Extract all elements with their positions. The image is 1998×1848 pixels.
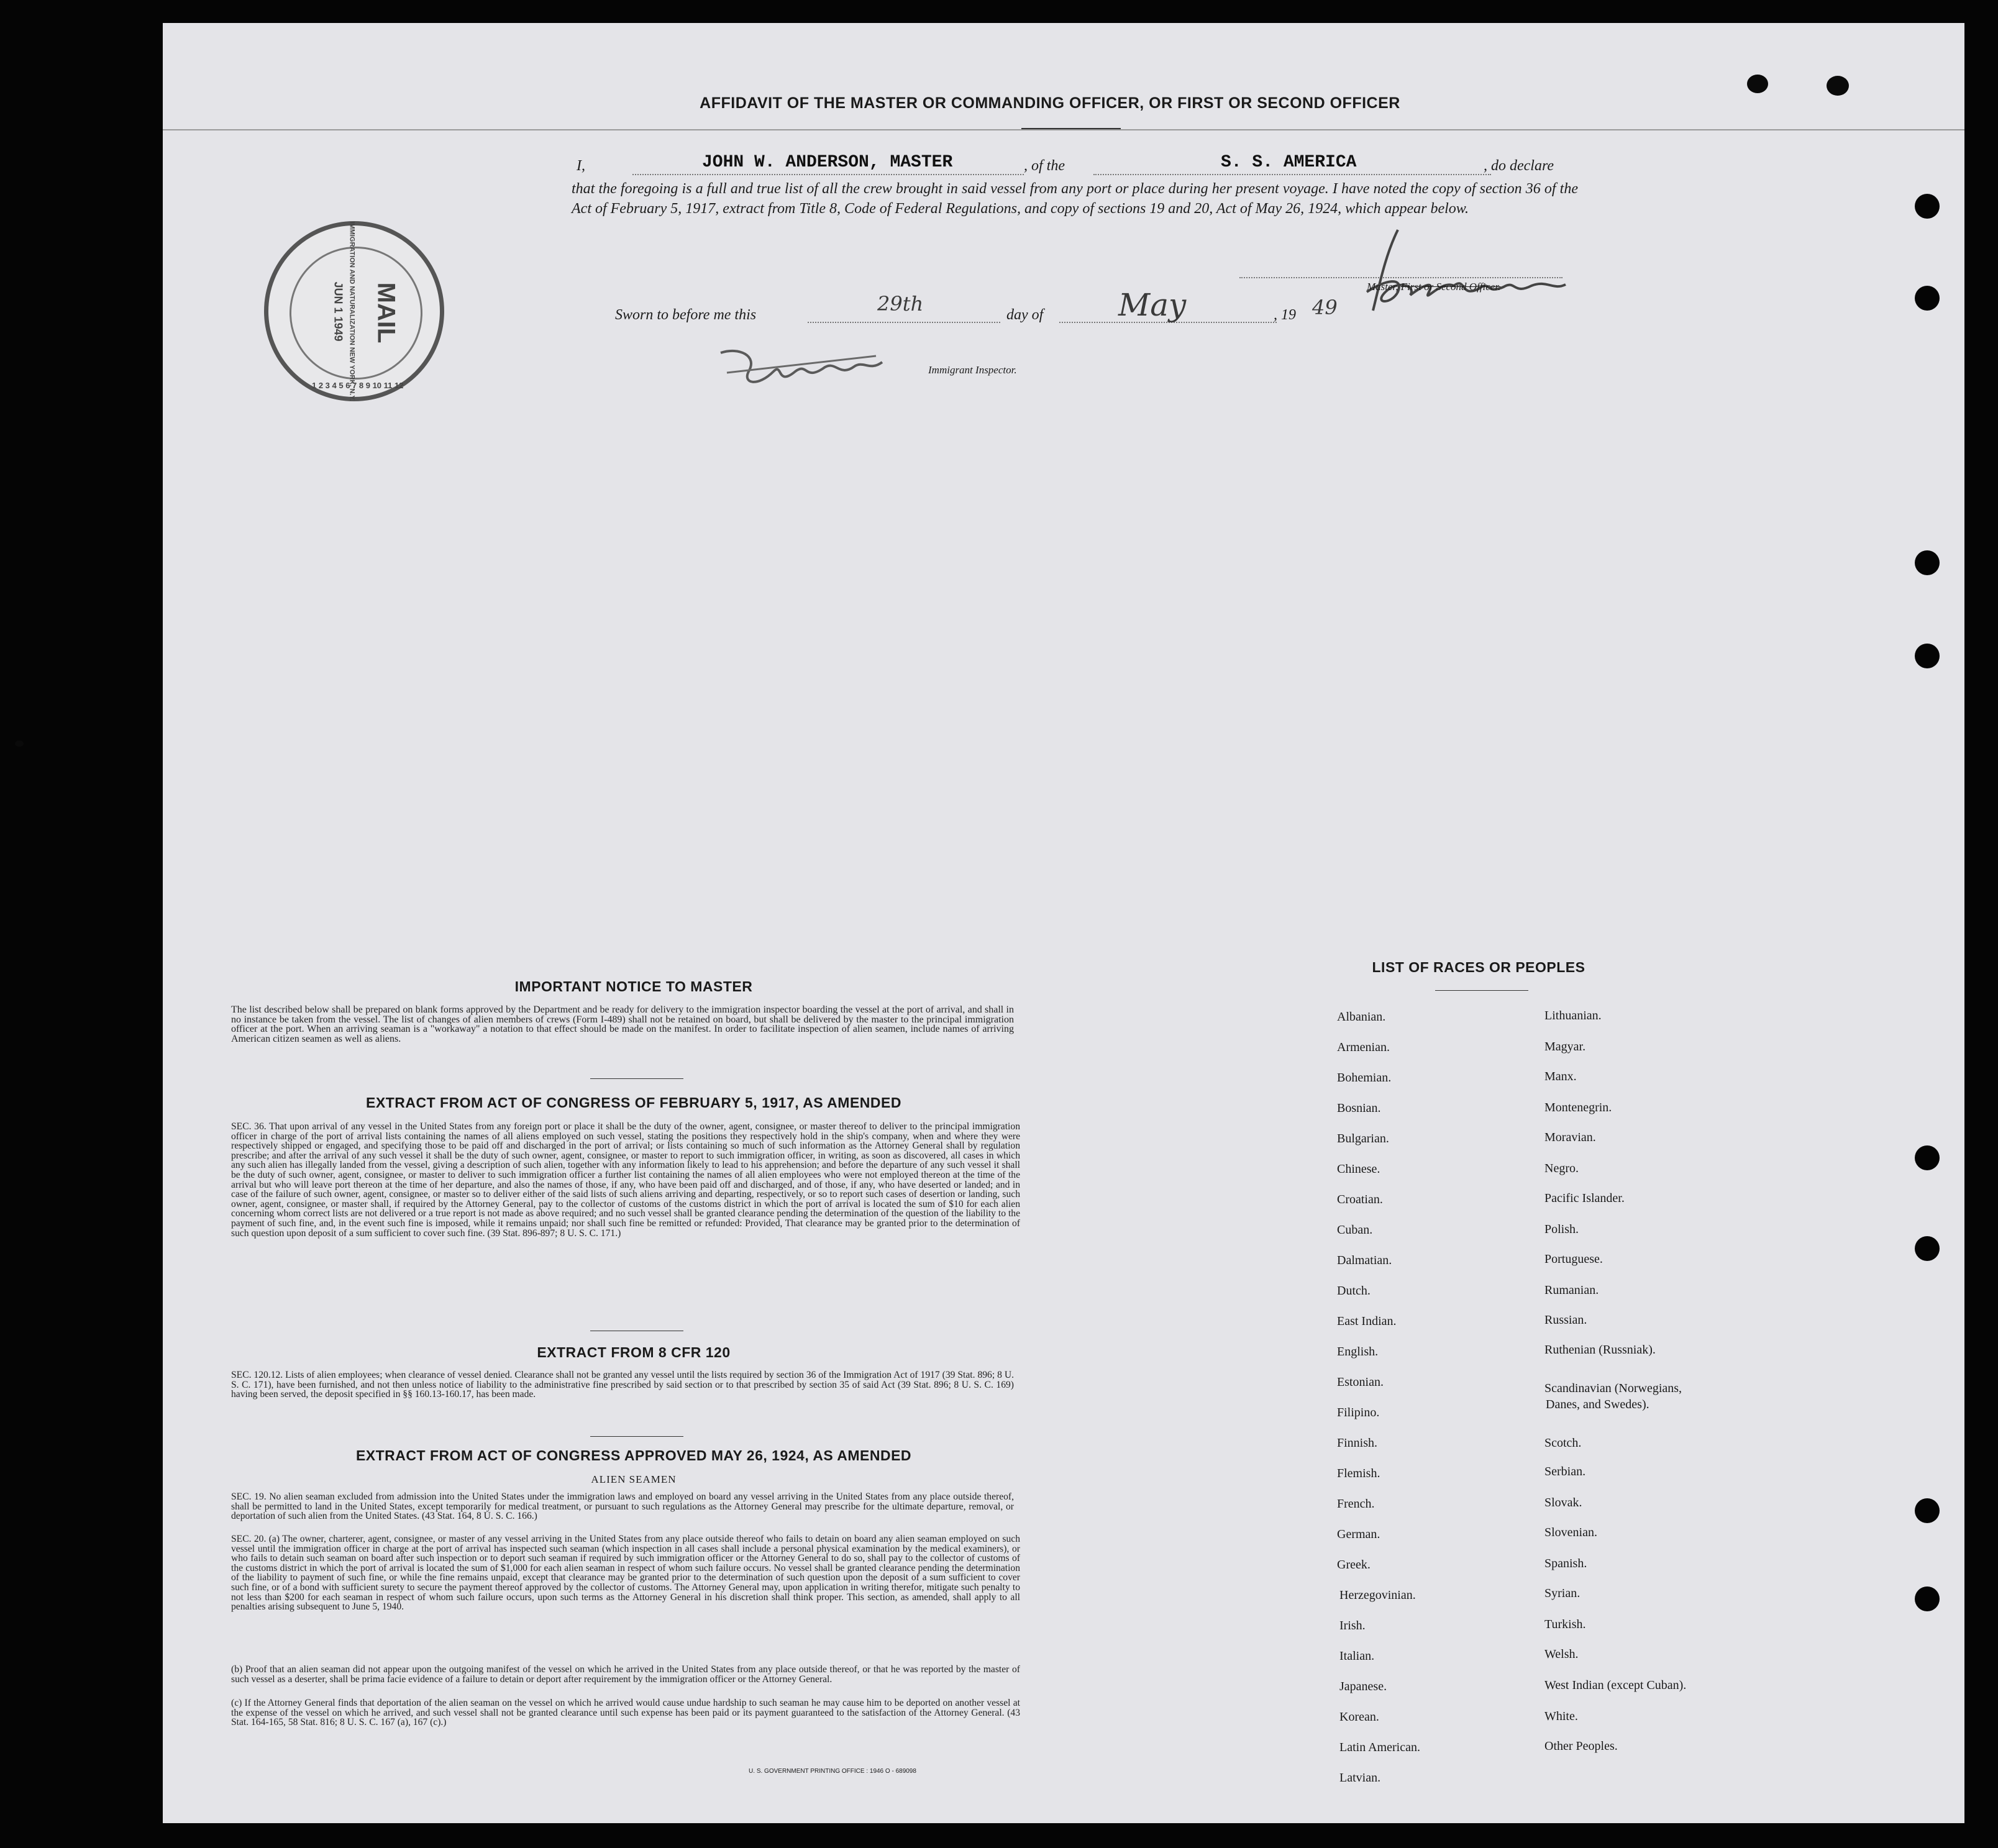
title-underline [1021, 128, 1121, 129]
race-item: Latin American. [1339, 1741, 1420, 1754]
scan-edge-line [163, 129, 1964, 130]
race-item: Armenian. [1337, 1040, 1390, 1054]
extract1917-title: EXTRACT FROM ACT OF CONGRESS OF FEBRUARY 5, 1917, AS AMENDED [366, 1095, 901, 1111]
printing-office-imprint: U. S. GOVERNMENT PRINTING OFFICE : 1946 O - 689098 [749, 1768, 916, 1775]
race-item: Dalmatian. [1337, 1254, 1392, 1267]
race-item: Other Peoples. [1544, 1739, 1618, 1753]
extract-cfr-rule [590, 1436, 683, 1437]
race-item: Dutch. [1337, 1284, 1371, 1298]
race-item: Croatian. [1337, 1193, 1383, 1206]
immigration-seal-stamp [264, 221, 444, 401]
sec20a-body: SEC. 20. (a) The owner, charterer, agent, consignee, or master of any vessel arriving in the United States from any place outside thereof who fails to detain on board any alien seaman employed on such vessel until the immigration officer in charge at the port of arrival has inspected such seaman (which inspection in all cases shall include a personal physical examination by the medical examiners), or who fails to detain such seaman on board after such inspection or to deport such seaman if required by such immigration officer or the Attorney General to do so, shall pay to the collector of customs of the customs district in which the port of arrival is located the sum of $1,000 for each alien seaman in respect of whom such failure occurs. No vessel shall be granted clearance pending the determination of the liability to payment of such fine, or while the fine remains unpaid, except that clearance may be granted prior to the determination of such question upon the deposit of a sum sufficient to cover such fine, or of a bond with sufficient surety to secure the payment thereof approved by the collector of customs. The Attorney General may, upon application in writing therefor, mitigate such penalty to not less than $200 for each seaman in respect of whom such failure occurs, upon such terms as the Attorney General in his discretion shall think proper. This section, as amended, shall apply to all penalties arising subsequent to June 5, 1940. [231, 1534, 1020, 1613]
punch-hole [1915, 1498, 1940, 1523]
race-item: Magyar. [1544, 1040, 1586, 1054]
punch-hole [1915, 644, 1940, 668]
race-item: East Indian. [1337, 1314, 1397, 1328]
seal-numbers: 1 2 3 4 5 6 7 8 9 10 11 12 [312, 381, 404, 390]
affidavit-body: that the foregoing is a full and true list of all the crew brought in said vessel from any port or place during her present voyage. I have noted the copy of section 36 of the Act of February 5, 1917, extract from Title 8, Code of Federal Regulations, and copy of sections 19 and 20, Act of May 26, 1924, which appear below. [572, 181, 1578, 217]
ink-blot [15, 740, 24, 747]
race-item: Filipino. [1337, 1406, 1380, 1419]
race-item: German. [1337, 1527, 1380, 1541]
race-item: Danes, and Swedes). [1546, 1398, 1649, 1411]
seal-mail: MAIL [372, 282, 400, 344]
sec20c-body: (c) If the Attorney General finds that deportation of the alien seaman on the vessel on which he arrived would cause undue hardship to such seaman he may cause him to be deported on another vessel at the expense of the vessel on which he arrived, and such vessel shall not be granted clearance until such expense has been paid or its payment guaranteed to the satisfaction of the Attorney General. (43 Stat. 164-165, 58 Stat. 816; 8 U. S. C. 167 (a), 167 (c).) [231, 1698, 1020, 1728]
race-item: Welsh. [1544, 1647, 1579, 1661]
vessel-name: S. S. AMERICA [1221, 153, 1357, 172]
day-line [808, 322, 1000, 323]
race-item: Spanish. [1544, 1557, 1587, 1570]
race-item: Pacific Islander. [1544, 1191, 1625, 1205]
extract-cfr-body: SEC. 120.12. Lists of alien employees; when clearance of vessel denied. Clearance shall not be granted any vessel until the lists required by section 36 of the Immigration Act of 1917 (39 Stat. 896; 8 U. S. C. 171), have been furnished, and not then unless notice of liability to the administrative fine prescribed by said section or to that prescribed by section 35 of said Act (39 Stat. 896; 8 U. S. C. 169) having been served, the deposit specified in §§ 160.13-160.17, has been made. [231, 1370, 1014, 1400]
ink-blot [1747, 75, 1768, 93]
race-item: Irish. [1339, 1619, 1366, 1632]
race-item: English. [1337, 1345, 1379, 1359]
race-item: Flemish. [1337, 1467, 1380, 1480]
race-item: Albanian. [1337, 1010, 1386, 1024]
race-item: White. [1544, 1709, 1578, 1723]
role-struck: First or Second Officer. [1400, 281, 1501, 293]
race-item: Finnish. [1337, 1436, 1378, 1450]
race-item: Italian. [1339, 1649, 1375, 1663]
race-item: Portuguese. [1544, 1252, 1603, 1266]
race-item: Korean. [1339, 1710, 1379, 1724]
race-item: Polish. [1544, 1222, 1579, 1236]
race-item: Russian. [1544, 1313, 1587, 1327]
race-item: Moravian. [1544, 1131, 1596, 1144]
sworn-day: 29th [877, 292, 924, 316]
races-rule [1435, 990, 1528, 991]
race-item: Bohemian. [1337, 1071, 1392, 1085]
race-item: West Indian (except Cuban). [1544, 1678, 1687, 1692]
extract1917-body: SEC. 36. That upon arrival of any vessel in the United States from any foreign port or place it shall be the duty of the owner, agent, consignee, or master thereof to deliver to the principal immigration officer in charge of the port of arrival lists containing the names of all aliens employed on such vessel, stating the positions they respectively hold in the ship's company, when and where they were respectively shipped or engaged, and specifying those to be paid off and discharged in the port of arrival; or lists containing so much of such information as the Attorney General shall by regulation prescribe; and after the arrival of any such vessel it shall be the duty of such owner, agent, consignee, or master to report to such immigration officer, in writing, as soon as discovered, all cases in which any such alien has illegally landed from the vessel, giving a description of such alien, together with any information likely to lead to his apprehension; and before the departure of any such vessel it shall be the duty of such owner, agent, consignee, or master to deliver to such immigration officer a further list containing the names of all alien employees who were not employed thereon at the time of the arrival but who will leave port thereon at the time of her departure, and also the names of those, if any, who have been paid off and discharged, and of those, if any, who have deserted or landed; and in case of the failure of such owner, agent, consignee, or master so to deliver either of the said lists of such aliens arriving and departing, respectively, or so to report such cases of desertion or landing, such owner, agent, consignee, or master shall, if required by the Attorney General, pay to the collector of customs of the customs district in which the port of arrival is located the sum of $10 for each alien concerning whom correct lists are not delivered or a true report is not made as above required; and no such vessel shall be granted clearance pending the determination of the question of the liability to the payment of such fine, and, in the event such fine is imposed, while it remains unpaid; nor shall such fine be remitted or refunded: Provided, That clearance may be granted prior to the determination of such question upon deposit of a sum sufficient to cover such fine. (39 Stat. 896-897; 8 U. S. C. 171.) [231, 1121, 1020, 1239]
sec20b-body: (b) Proof that an alien seaman did not appear upon the outgoing manifest of the vessel on which he arrived in the United States from any place outside thereof, or that he was reported by the master of such vessel as a deserter, shall be prima facie evidence of a failure to detain or deport after requirement by the immigration officer or the Attorney General. [231, 1664, 1020, 1685]
extract1924-title: EXTRACT FROM ACT OF CONGRESS APPROVED MAY 26, 1924, AS AMENDED [355, 1447, 912, 1463]
sworn-month: May [1118, 287, 1187, 323]
seal-date: JUN 1 1949 [332, 281, 345, 342]
sec19-body: SEC. 19. No alien seaman excluded from admission into the United States under the immigration laws and employed on board any vessel arriving in the United States from any place outside thereof, shall be permitted to land in the United States, except temporarily for medical treatment, or pursuant to such regulations as the Attorney General may prescribe for the ultimate departure, removal, or deportation of such alien from the United States. (43 Stat. 164, 8 U. S. C. 166.) [231, 1491, 1014, 1522]
punch-hole [1915, 1145, 1940, 1170]
master-name-line [632, 174, 1024, 175]
race-item: Manx. [1544, 1070, 1577, 1083]
punch-hole [1915, 194, 1940, 219]
do-declare-label: , do declare [1484, 158, 1554, 174]
master-signature [1361, 217, 1609, 329]
notice-title: IMPORTANT NOTICE TO MASTER [514, 978, 753, 995]
race-item: Slovenian. [1544, 1526, 1597, 1539]
race-item: Scandinavian (Norwegians, [1544, 1381, 1682, 1395]
race-item: Japanese. [1339, 1680, 1387, 1693]
affidavit-title: AFFIDAVIT OF THE MASTER OR COMMANDING OFFICER, OR FIRST OR SECOND OFFICER [700, 94, 1400, 112]
sworn-year: 49 [1312, 296, 1338, 319]
seal-inner-ring [290, 247, 422, 380]
of-the-label: , of the [1024, 158, 1065, 174]
races-title: LIST OF RACES OR PEOPLES [1372, 959, 1585, 975]
race-item: Estonian. [1337, 1375, 1384, 1389]
signature-role [1367, 281, 1500, 293]
race-item: Lithuanian. [1544, 1009, 1602, 1022]
seal-office: IMMIGRATION AND NATURALIZATION NEW YORK, N.Y. [348, 221, 356, 401]
affidavit-i: I, [577, 158, 585, 174]
race-item: Montenegrin. [1544, 1101, 1612, 1114]
race-item: French. [1337, 1497, 1375, 1511]
race-item: Greek. [1337, 1558, 1371, 1572]
alien-seamen-subtitle: ALIEN SEAMEN [591, 1473, 677, 1485]
year-prefix: , 19 [1274, 307, 1296, 323]
vessel-name-line [1093, 174, 1491, 175]
punch-hole [1915, 550, 1940, 575]
inspector-signature [714, 328, 901, 396]
race-item: Bosnian. [1337, 1101, 1381, 1115]
race-item: Chinese. [1337, 1162, 1380, 1176]
punch-hole [1915, 1586, 1940, 1611]
master-name: JOHN W. ANDERSON, MASTER [702, 153, 953, 172]
inspector-label: Immigrant Inspector. [928, 364, 1017, 376]
race-item: Herzegovinian. [1339, 1588, 1416, 1602]
race-item: Latvian. [1339, 1771, 1381, 1785]
extract-cfr-title: EXTRACT FROM 8 CFR 120 [537, 1344, 731, 1360]
race-item: Scotch. [1544, 1436, 1582, 1450]
notice-rule [590, 1078, 683, 1079]
race-item: Rumanian. [1544, 1283, 1599, 1297]
race-item: Negro. [1544, 1162, 1579, 1175]
race-item: Slovak. [1544, 1496, 1582, 1509]
ink-blot [1827, 76, 1849, 96]
day-of-label: day of [1006, 307, 1044, 323]
punch-hole [1915, 1236, 1940, 1261]
race-item: Ruthenian (Russniak). [1544, 1343, 1656, 1357]
sworn-prefix: Sworn to before me this [615, 307, 757, 323]
race-item: Syrian. [1544, 1586, 1581, 1600]
punch-hole [1915, 286, 1940, 311]
race-item: Serbian. [1544, 1465, 1586, 1478]
role-master: Master, [1367, 281, 1398, 293]
notice-body: The list described below shall be prepared on blank forms approved by the Department and be ready for delivery to the immigration inspector boarding the vessel at the port of arrival, and shall in no instance be taken from the vessel. The list of changes of alien members of crews (Form I-489) shall not be retained on board, but shall be delivered by the master to the principal immigration officer at the port. When an arriving seaman is a "workaway" a notation to that effect should be made on the manifest. In order to facilitate inspection of alien seamen, include names of arriving American citizen seamen as well as aliens. [231, 1004, 1014, 1044]
race-item: Turkish. [1544, 1618, 1586, 1631]
race-item: Bulgarian. [1337, 1132, 1389, 1145]
race-item: Cuban. [1337, 1223, 1373, 1237]
